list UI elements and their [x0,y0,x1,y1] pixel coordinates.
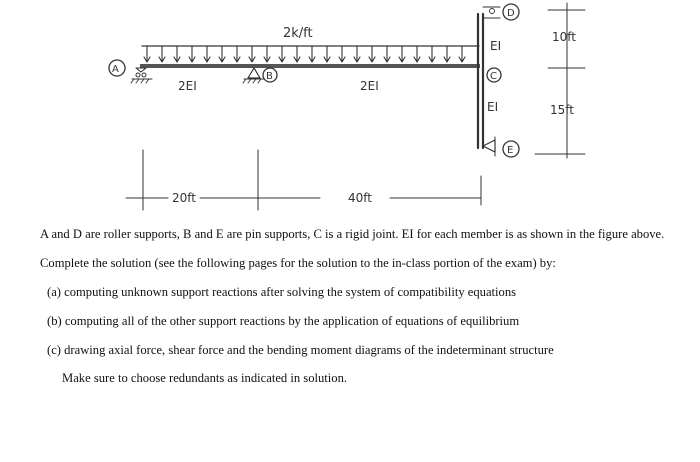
load-arrow [189,46,195,62]
member-label-left-beam: 2EI [178,79,197,93]
instruction-lead: Complete the solution (see the following pages for the solution to the in-class portion of the exam) by: [40,256,556,270]
load-arrow [264,46,270,62]
member-label-upper-column: EI [490,39,502,53]
dimension-label-10ft: 10ft [552,30,576,44]
load-arrow [354,46,360,62]
member-label-lower-column: EI [487,100,499,114]
node-label-a: A [112,64,119,75]
load-arrow [219,46,225,62]
node-label-b: B [266,71,273,82]
dimension-label-15ft: 15ft [550,103,574,117]
load-arrow [309,46,315,62]
task-a: (a) computing unknown support reactions after solving the system of compatibility equations [47,285,517,299]
vertical-dimension [535,3,585,158]
member-label-right-beam: 2EI [360,79,379,93]
structure-diagram [0,0,700,215]
load-arrow [459,46,465,62]
distributed-load [142,46,479,62]
load-label: 2k/ft [283,26,313,41]
column [478,14,483,148]
load-arrow [159,46,165,62]
node-label-e: E [507,145,514,156]
load-arrow [204,46,210,62]
dimension-label-40ft: 40ft [348,191,372,205]
beam [140,64,480,68]
task-c: (c) drawing axial force, shear force and the bending moment diagrams of the indeterminant structure [47,343,554,357]
load-arrow [414,46,420,62]
load-arrow [234,46,240,62]
support-d-roller [483,4,519,20]
load-arrow [339,46,345,62]
load-arrow [369,46,375,62]
load-arrow [399,46,405,62]
support-b-pin [243,68,277,83]
support-a-roller [109,60,152,83]
load-arrow [174,46,180,62]
load-arrow [384,46,390,62]
load-arrow [144,46,150,62]
support-description: A and D are roller supports, B and E are pin supports, C is a rigid joint. EI for each member is as shown in the figure above. [40,227,665,241]
task-b: (b) computing all of the other support reactions by the application of equations of equilibrium [47,314,520,328]
problem-text [40,226,665,386]
joint-c [487,68,501,82]
support-e-pin [483,137,519,157]
load-arrow [294,46,300,62]
closing-note: Make sure to choose redundants as indicated in solution. [62,371,348,385]
node-label-d: D [507,8,515,19]
load-arrow [429,46,435,62]
dimension-label-20ft: 20ft [172,191,196,205]
load-arrow [279,46,285,62]
load-arrow [249,46,255,62]
load-arrow [444,46,450,62]
node-label-c: C [490,71,497,82]
load-arrow [324,46,330,62]
